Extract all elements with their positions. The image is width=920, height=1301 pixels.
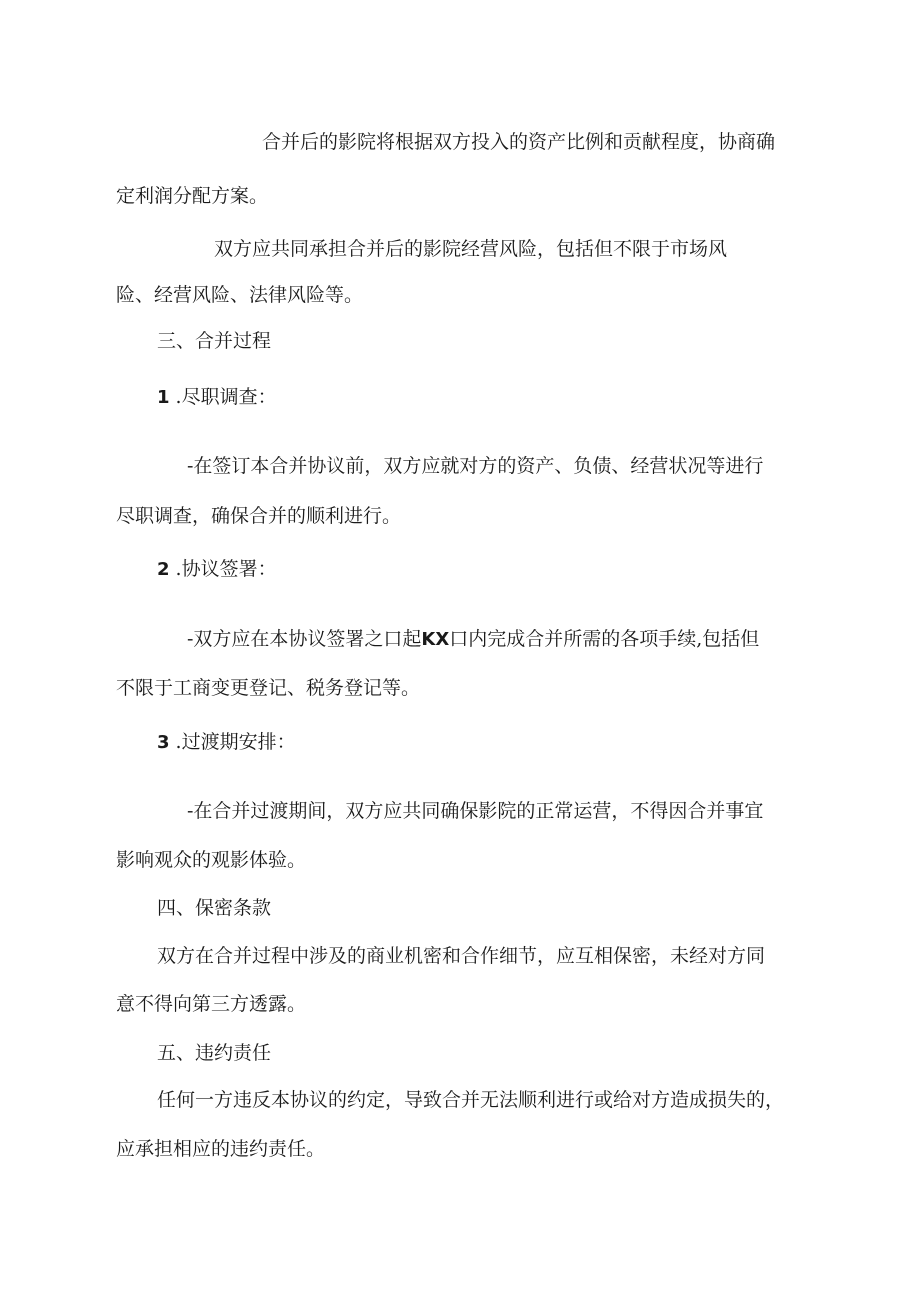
- item-2-heading: [157, 557, 277, 582]
- section-5-line-1: 任何一方违反本协议的约定，导致合并无法顺利进行或给对方造成损失的，: [157, 1089, 785, 1111]
- item-3-heading: [157, 730, 296, 755]
- item-2-number: 2: [157, 559, 170, 580]
- item-3-title: .过渡期安排：: [175, 731, 296, 753]
- paragraph-1-line-1: 合并后的影院将根据双方投入的资产比例和贡献程度，协商确: [262, 131, 776, 153]
- section-4-heading: 四、保密条款: [157, 897, 272, 919]
- item-1-title: .尽职调查：: [175, 386, 277, 408]
- item-2-line-2: 不限于工商变更登记、税务登记等。: [116, 677, 421, 699]
- item-1-line-1: -在签订本合并协议前，双方应就对方的资产、负债、经营状况等进行: [187, 455, 764, 477]
- paragraph-2-line-1: 双方应共同承担合并后的影院经营风险，包括但不限于市场风: [214, 238, 728, 260]
- item-2-line-1-part-c: 口内完成合并所需的各项手续,包括但: [449, 628, 760, 650]
- item-3-line-1: -在合并过渡期间，双方应共同确保影院的正常运营，不得因合并事宜: [187, 800, 764, 822]
- item-2-title: .协议签署：: [175, 558, 277, 580]
- section-5-line-2: 应承担相应的违约责任。: [116, 1138, 326, 1160]
- paragraph-1-line-2: 定利润分配方案。: [116, 185, 269, 207]
- item-3-number: 3: [157, 732, 170, 753]
- item-1-line-2: 尽职调查，确保合并的顺利进行。: [116, 505, 402, 527]
- item-2-line-1-code: KX: [421, 629, 450, 650]
- item-1-heading: [157, 385, 277, 410]
- paragraph-2-line-2: 险、经营风险、法律风险等。: [116, 284, 364, 306]
- item-1-number: 1: [157, 387, 170, 408]
- section-4-line-2: 意不得向第三方透露。: [116, 993, 307, 1015]
- item-2-line-1-part-a: -双方应在本协议签署之口起: [187, 628, 422, 650]
- item-2-line-1: [187, 627, 759, 652]
- section-4-line-1: 双方在合并过程中涉及的商业机密和合作细节，应互相保密，未经对方同: [157, 945, 766, 967]
- section-5-heading: 五、违约责任: [157, 1042, 272, 1064]
- section-3-heading: 三、合并过程: [157, 330, 272, 352]
- item-3-line-2: 影响观众的观影体验。: [116, 849, 307, 871]
